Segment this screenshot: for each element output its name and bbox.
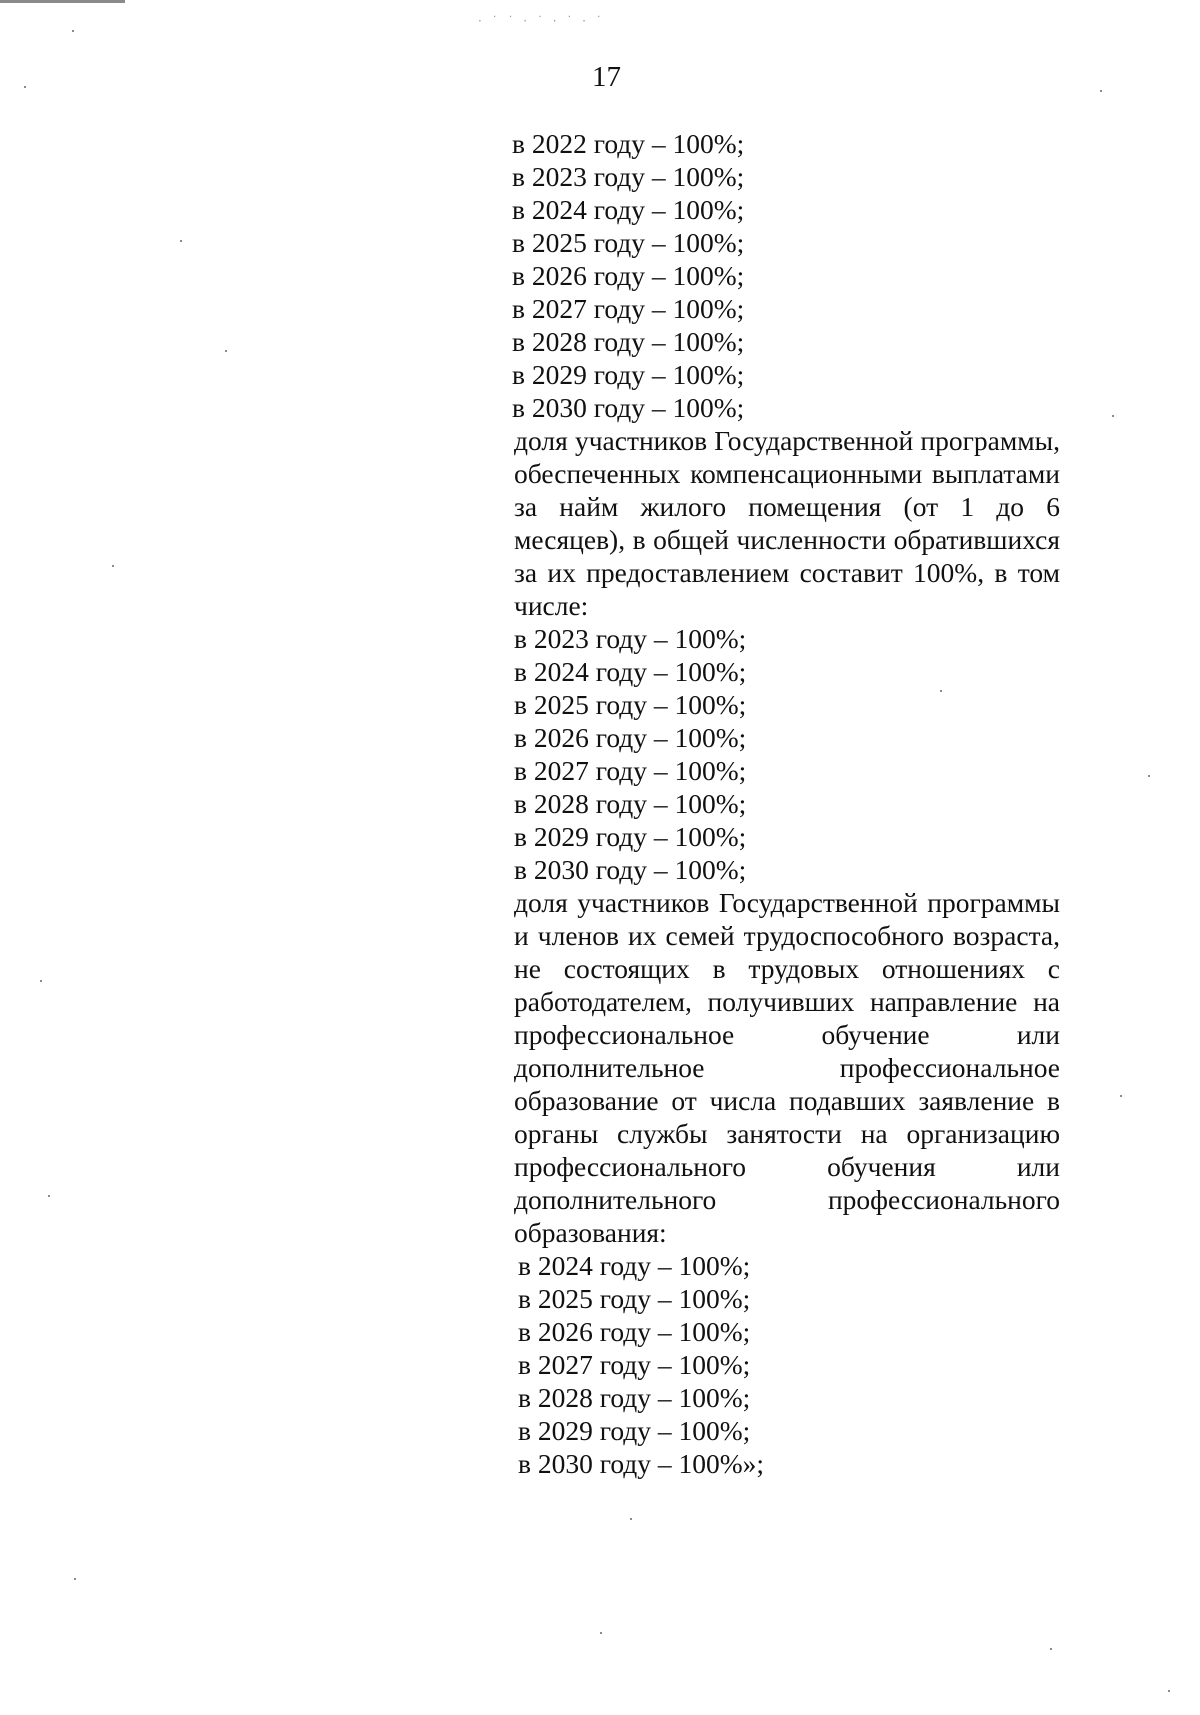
- scan-speck: [1100, 90, 1102, 92]
- year-list-a: [512, 127, 1060, 424]
- scan-speck: [180, 240, 182, 242]
- scan-speck: [48, 1195, 50, 1197]
- scan-speck: [1148, 775, 1150, 777]
- list-item: в 2025 году – 100%;: [512, 227, 745, 258]
- scan-speck: [112, 565, 114, 567]
- list-item: в 2025 году – 100%;: [514, 689, 747, 720]
- list-item: в 2030 году – 100%;: [514, 854, 747, 885]
- list-item: в 2029 году – 100%;: [514, 821, 747, 852]
- scan-edge-artifact: [0, 0, 125, 3]
- list-item: в 2026 году – 100%;: [512, 260, 745, 291]
- scan-speck: [24, 86, 26, 88]
- scan-speck: [1120, 1095, 1122, 1097]
- list-item: в 2029 году – 100%;: [512, 359, 745, 390]
- scan-speck: [1112, 415, 1114, 417]
- scan-speck: [940, 690, 942, 692]
- list-item: в 2027 году – 100%;: [518, 1349, 751, 1380]
- list-item: в 2025 году – 100%;: [518, 1283, 751, 1314]
- list-item: в 2028 году – 100%;: [512, 326, 745, 357]
- list-item: в 2026 году – 100%;: [514, 722, 747, 753]
- list-item: в 2024 году – 100%;: [518, 1250, 751, 1281]
- scan-speck: [40, 980, 42, 982]
- page-number: 17: [592, 61, 621, 93]
- scan-speck: [74, 1578, 76, 1580]
- scan-speck: [630, 1518, 632, 1520]
- year-list-c: [512, 1249, 1060, 1480]
- scan-noise-artifact: · ˙ ˙ · ˙ · ˙ · ˙: [478, 14, 605, 28]
- paragraph-compensation-payments: доля участников Государственной программы, обеспеченных компенсационными выплатами за найм жилого помещения (от 1 до 6 месяцев), в общей численности обратившихся за их предоставлением составит 100%, в том числе:: [514, 425, 1060, 621]
- list-item: в 2027 году – 100%;: [514, 755, 747, 786]
- scan-speck: [72, 30, 74, 32]
- scan-speck: [600, 1632, 602, 1634]
- list-item: в 2030 году – 100%;: [512, 392, 745, 423]
- scan-speck: [1050, 1648, 1052, 1650]
- list-item: в 2023 году – 100%;: [514, 623, 747, 654]
- list-item: в 2030 году – 100%»;: [518, 1448, 765, 1479]
- list-item: в 2023 году – 100%;: [512, 161, 745, 192]
- year-list-b: [512, 622, 1060, 886]
- list-item: в 2028 году – 100%;: [518, 1382, 751, 1413]
- list-item: в 2022 году – 100%;: [512, 128, 745, 159]
- paragraph-professional-training: доля участников Государственной программы и членов их семей трудоспособного возраста, не состоящих в трудовых отношениях с работодателем, получивших направление на профессиональное обучение или дополнительное профессиональное образование от числа подавших заявление в органы службы занятости на организацию профессионального обучения или дополнительного профессионального образования:: [514, 887, 1060, 1248]
- list-item: в 2024 году – 100%;: [514, 656, 747, 687]
- scan-speck: [225, 350, 227, 352]
- list-item: в 2026 году – 100%;: [518, 1316, 751, 1347]
- document-body: [512, 127, 1060, 1480]
- list-item: в 2029 году – 100%;: [518, 1415, 751, 1446]
- list-item: в 2024 году – 100%;: [512, 194, 745, 225]
- list-item: в 2028 году – 100%;: [514, 788, 747, 819]
- scan-speck: [1168, 1690, 1170, 1692]
- list-item: в 2027 году – 100%;: [512, 293, 745, 324]
